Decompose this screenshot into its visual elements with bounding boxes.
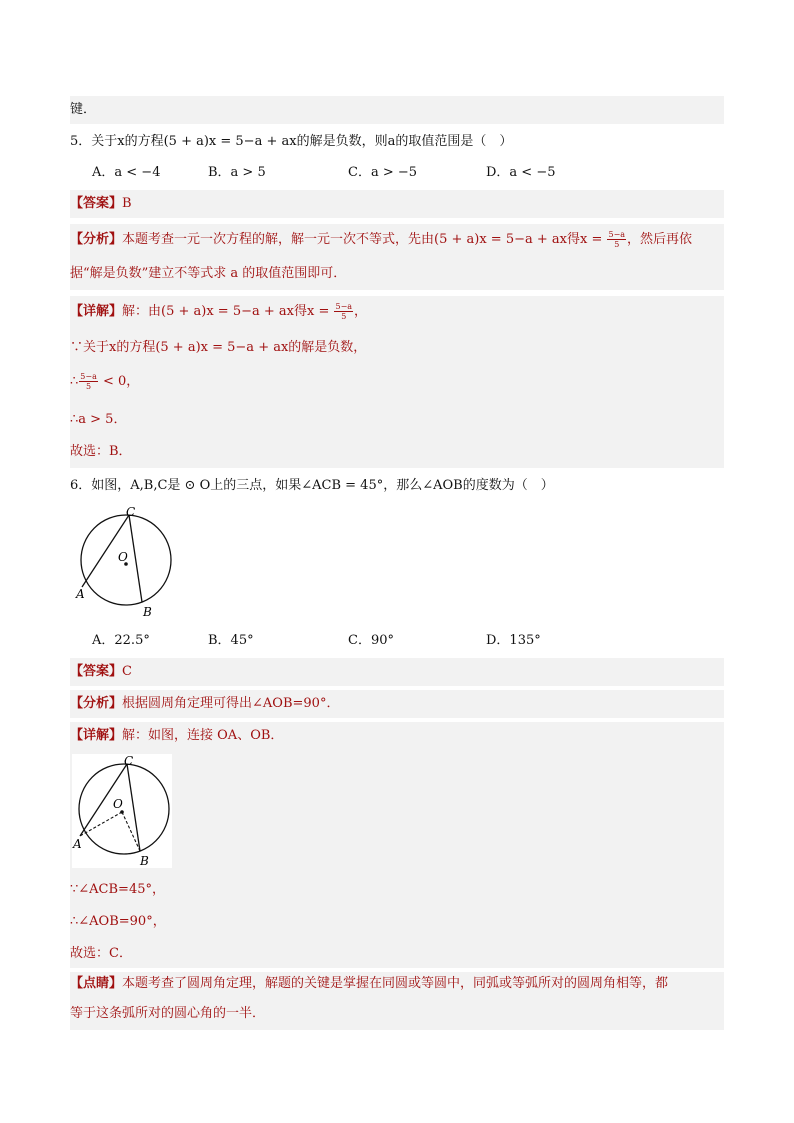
q5-option-b: B．a > 5 bbox=[208, 165, 266, 180]
q6-analysis-tag: 【分析】 bbox=[70, 696, 123, 711]
label-c: C bbox=[124, 754, 134, 768]
prev-tail-text: 键． bbox=[70, 102, 97, 117]
q6-detail-line4: 故选：C． bbox=[70, 946, 132, 961]
q5-answer-tag: 【答案】 bbox=[70, 196, 123, 211]
previous-solution-tail bbox=[70, 96, 724, 124]
q6-detail-line1 bbox=[70, 726, 283, 746]
q6-option-d: D．135° bbox=[486, 633, 541, 648]
q5-option-c: C．a > −5 bbox=[348, 165, 418, 180]
q6-comment-line2: 等于这条弧所对的圆心角的一半． bbox=[70, 1006, 266, 1021]
q5-detail-l3-pre: ∴ bbox=[70, 374, 79, 389]
q6-detail-tag: 【详解】 bbox=[70, 728, 123, 743]
q6-detail-figure bbox=[72, 754, 172, 868]
q5-detail-line1 bbox=[70, 302, 367, 322]
label-o: O bbox=[118, 550, 128, 564]
label-a: A bbox=[73, 837, 82, 851]
fraction-numerator: 5−a bbox=[608, 230, 626, 239]
circle-shape bbox=[79, 764, 169, 854]
chord-cb bbox=[129, 515, 142, 602]
q6-detail-l1: 解：如图，连接 OA、OB． bbox=[122, 728, 284, 743]
q5-detail-line3 bbox=[70, 372, 139, 392]
q5-detail-l1-post: ， bbox=[354, 304, 368, 319]
q5-detail-line5: 故选：B． bbox=[70, 444, 132, 459]
q6-options bbox=[70, 631, 724, 651]
label-o: O bbox=[113, 797, 123, 811]
q5-analysis-line2: 据“解是负数”建立不等式求 a 的取值范围即可． bbox=[70, 266, 347, 281]
q6-detail bbox=[70, 722, 724, 968]
q5-detail-line2: ∵关于x的方程(5 + a)x = 5−a + ax的解是负数， bbox=[70, 340, 367, 355]
label-b: B bbox=[140, 854, 149, 868]
label-c: C bbox=[126, 505, 136, 519]
label-b: B bbox=[143, 605, 152, 619]
q6-answer bbox=[70, 658, 724, 686]
q6-answer-value: C bbox=[122, 664, 132, 679]
q5-detail-fraction bbox=[334, 302, 353, 321]
q5-option-d: D．a < −5 bbox=[486, 165, 556, 180]
q6-detail-line2: ∵∠ACB=45°， bbox=[70, 882, 165, 897]
q5-detail-line4: ∴a > 5． bbox=[70, 412, 127, 427]
fraction-numerator: 5−a bbox=[80, 372, 97, 381]
q6-comment-line1 bbox=[70, 974, 668, 994]
q5-stem: 5．关于x的方程(5 + a)x = 5−a + ax的解是负数，则a的取值范围是（ ） bbox=[70, 134, 513, 149]
radius-oa bbox=[80, 812, 122, 836]
q5-analysis-l1-post: ，然后再依 bbox=[627, 232, 693, 247]
q5-answer-value: B bbox=[122, 196, 132, 211]
q5-detail-l3-post: < 0， bbox=[98, 374, 140, 389]
q6-comment-tag: 【点睛】 bbox=[70, 976, 123, 991]
q5-analysis bbox=[70, 224, 724, 290]
q5-analysis-fraction bbox=[607, 230, 626, 249]
q6-comment bbox=[70, 972, 724, 1030]
chord-cb bbox=[127, 764, 140, 851]
label-a: A bbox=[76, 587, 85, 601]
q5-detail bbox=[70, 296, 724, 468]
q6-analysis bbox=[70, 690, 724, 718]
fraction-denominator: 5 bbox=[614, 240, 620, 249]
q5-answer bbox=[70, 190, 724, 218]
q6-option-c: C．90° bbox=[348, 633, 394, 648]
fraction-numerator: 5−a bbox=[335, 302, 353, 311]
q5-detail-l3-fraction bbox=[79, 372, 98, 391]
q5-detail-l1-pre: 解：由(5 + a)x = 5−a + ax得x = bbox=[122, 304, 334, 319]
fraction-denominator: 5 bbox=[341, 312, 347, 321]
fraction-denominator: 5 bbox=[86, 382, 92, 391]
q6-option-b: B．45° bbox=[208, 633, 254, 648]
q5-analysis-line1 bbox=[70, 230, 692, 250]
q6-answer-tag: 【答案】 bbox=[70, 664, 123, 679]
q5-analysis-l1-pre: 本题考查一元一次方程的解，解一元一次不等式，先由(5 + a)x = 5−a + ax得x = bbox=[122, 232, 607, 247]
q6-stem: 6．如图，A,B,C是 ⊙ O上的三点，如果∠ACB = 45°，那么∠AOB的度数为（ ） bbox=[70, 478, 554, 493]
q6-detail-line3: ∴∠AOB=90°， bbox=[70, 914, 166, 929]
q6-circle-figure bbox=[72, 503, 182, 621]
q5-options bbox=[70, 163, 724, 183]
q6-analysis-text: 根据圆周角定理可得出∠AOB=90°． bbox=[122, 696, 340, 711]
q5-detail-tag: 【详解】 bbox=[70, 304, 123, 319]
q6-comment-l1: 本题考查了圆周角定理，解题的关键是掌握在同圆或等圆中，同弧或等弧所对的圆周角相等，都 bbox=[122, 976, 669, 991]
q5-analysis-tag: 【分析】 bbox=[70, 232, 123, 247]
q6-option-a: A．22.5° bbox=[92, 633, 150, 648]
q5-option-a: A．a < −4 bbox=[92, 165, 161, 180]
